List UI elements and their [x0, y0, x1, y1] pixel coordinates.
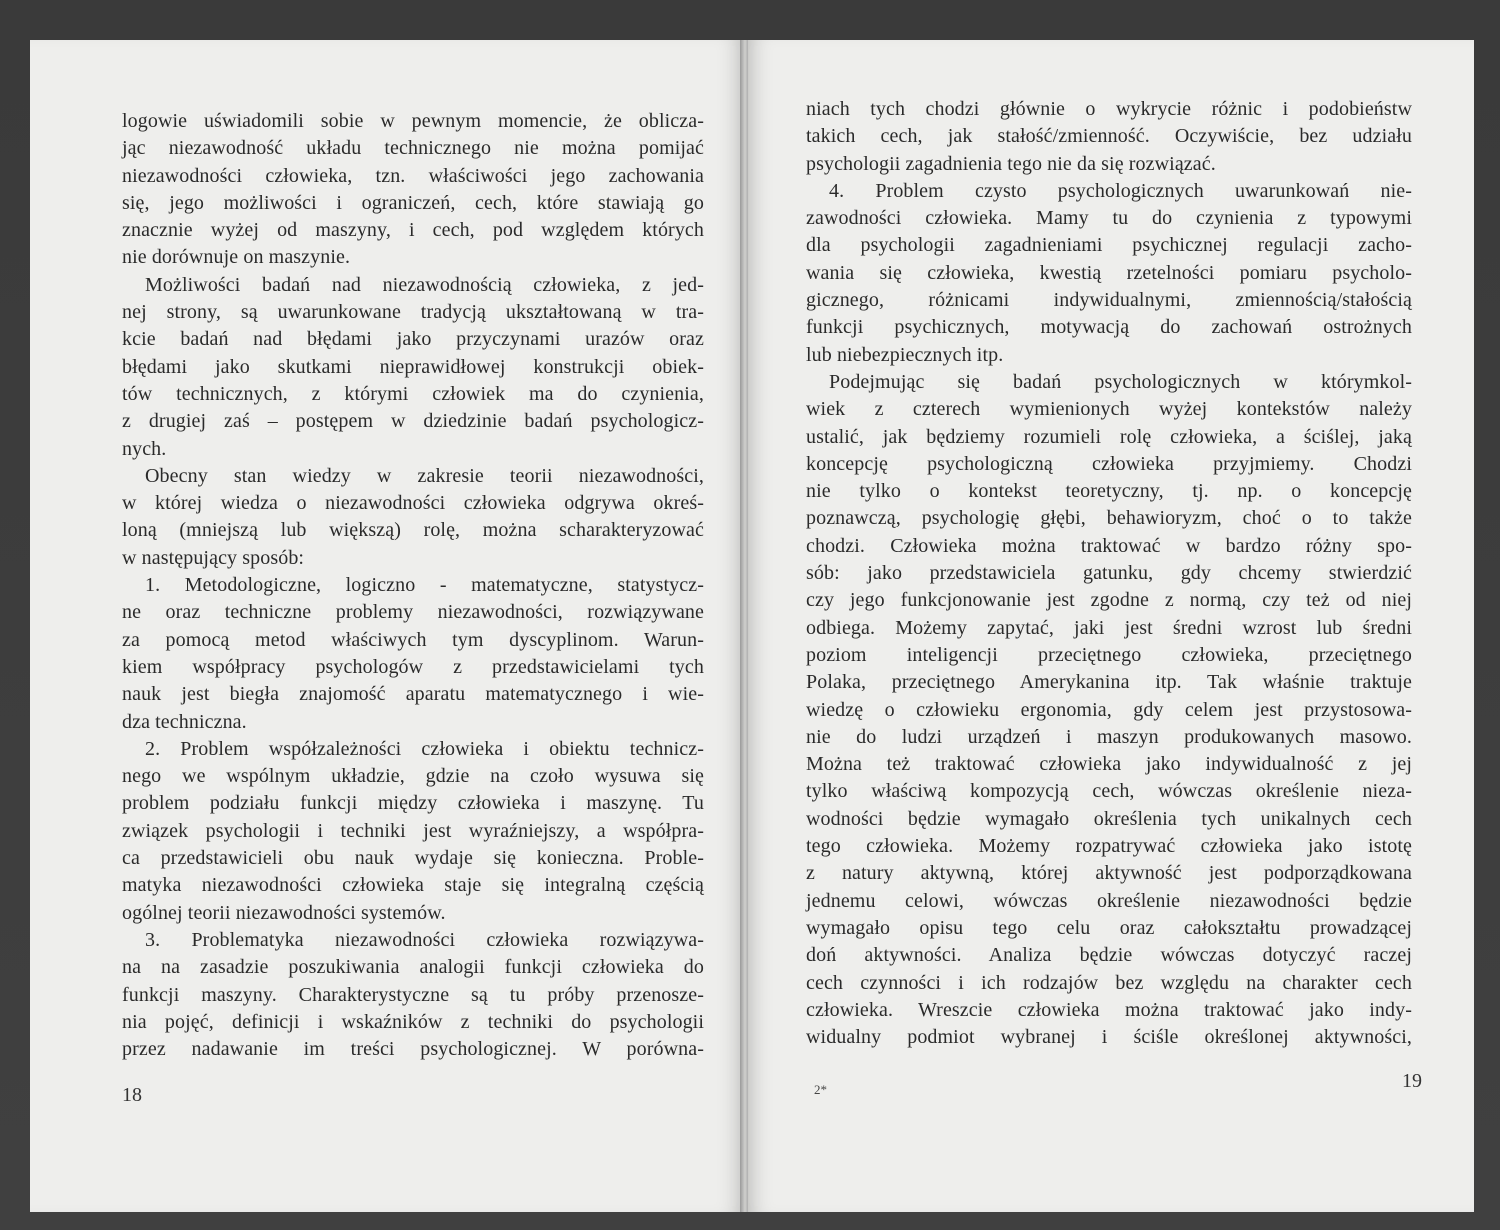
left-page-text [122, 108, 704, 1063]
text-line: Obecny stan wiedzy w zakresie teorii niezawodności, [145, 464, 704, 487]
text-line: wymagało opisu tego celu oraz całokształtu prowadzącej [806, 916, 1412, 939]
text-line: Można też traktować człowieka jako indywidualność z jej [806, 753, 1412, 776]
text-line: w której wiedza o niezawodności człowieka odgrywa okreś- [122, 492, 704, 515]
text-line: odbiega. Możemy zapytać, jaki jest średni wzrost lub średni [806, 616, 1412, 639]
text-line: wiedzę o człowieku ergonomia, gdy celem jest przystosowa- [806, 698, 1412, 721]
text-line: na na zasadzie poszukiwania analogii funkcji człowieka do [122, 956, 704, 979]
text-line: jednemu celowi, wówczas określenie niezawodności będzie [806, 889, 1412, 912]
text-line: wiek z czterech wymienionych wyżej kontekstów należy [806, 398, 1412, 421]
text-line: niezawodności człowieka, tzn. właściwości jego zachowania [122, 164, 704, 187]
text-line: ca przedstawicieli obu nauk wydaje się konieczna. Proble- [122, 847, 704, 870]
text-line: Podejmując się badań psychologicznych w którymkol- [829, 370, 1412, 393]
text-line: z drugiej zaś – postępem w dziedzinie badań psychologicz- [122, 410, 704, 433]
text-line: cech czynności i ich rodzajów bez względu na charakter cech [806, 971, 1412, 994]
text-line: tego człowieka. Możemy rozpatrywać człowieka jako istotę [806, 835, 1412, 858]
text-line: tylko właściwą kompozycją cech, wówczas określenie nieza- [806, 780, 1412, 803]
text-line: ogólnej teorii niezawodności systemów. [122, 901, 446, 924]
text-line: niach tych chodzi głównie o wykrycie różnic i podobieństw [806, 98, 1412, 120]
text-line: Polaka, przeciętnego Amerykanina itp. Tak właśnie traktuje [806, 671, 1412, 694]
text-line: się, jego możliwości i ograniczeń, cech, które stawiają go [122, 191, 704, 214]
text-line: wodności będzie wymagało określenia tych unikalnych cech [806, 807, 1412, 830]
text-line: funkcji psychicznych, motywacją do zachowań ostrożnych [806, 316, 1412, 339]
text-line: nie do ludzi urządzeń i maszyn produkowanych masowo. [806, 725, 1412, 748]
text-line: matyka niezawodności człowieka staje się integralną częścią [122, 874, 704, 897]
right-page [748, 40, 1474, 1212]
text-line: związek psychologii i techniki jest wyraźniejszy, a współpra- [122, 819, 704, 842]
text-line: przez nadawanie im treści psychologicznej. W porówna- [122, 1038, 704, 1061]
signature-mark: 2* [814, 1082, 827, 1097]
text-line: ne oraz techniczne problemy niezawodności, rozwiązywane [122, 601, 704, 624]
text-line: z natury aktywną, której aktywność jest podporządkowana [806, 862, 1412, 885]
text-line: nauk jest biegła znajomość aparatu matematycznego i wie- [122, 683, 704, 706]
text-line: funkcji maszyny. Charakterystyczne są tu próby przenosze- [122, 983, 704, 1006]
text-line: nych. [122, 437, 167, 460]
text-line: dza techniczna. [122, 710, 247, 733]
text-line: jąc niezawodność układu technicznego nie można pomijać [122, 137, 704, 160]
text-line: lub niebezpiecznych itp. [806, 343, 1004, 366]
text-line: koncepcję psychologiczną człowieka przyjmiemy. Chodzi [806, 452, 1412, 475]
text-line: nie dorównuje on maszynie. [122, 246, 351, 269]
text-line: problem podziału funkcji między człowieka i maszynę. Tu [122, 792, 704, 815]
text-line: widualny podmiot wybranej i ściśle określonej aktywności, [806, 1026, 1412, 1049]
text-line: błędami jako skutkami nieprawidłowej konstrukcji obiek- [122, 355, 704, 378]
text-line: nia pojęć, definicji i wskaźników z techniki do psychologii [122, 1010, 704, 1033]
text-line: psychologii zagadnienia tego nie da się rozwiązać. [806, 152, 1216, 175]
page-number-left: 18 [122, 1084, 142, 1106]
text-line: ustalić, jak będziemy rozumieli rolę człowieka, a ściślej, jaką [806, 425, 1412, 448]
text-line: zawodności człowieka. Mamy tu do czynienia z typowymi [806, 207, 1412, 230]
text-line: doń aktywności. Analiza będzie wówczas dotyczyć raczej [806, 944, 1412, 967]
text-line: poznawczą, psychologię głębi, behawioryzm, choć o to także [806, 507, 1412, 530]
text-line: chodzi. Człowieka można traktować w bardzo różny spo- [806, 534, 1412, 557]
text-line: 3. Problematyka niezawodności człowieka rozwiązywa- [145, 928, 704, 951]
text-line: kiem współpracy psychologów z przedstawicielami tych [122, 655, 704, 678]
text-line: gicznego, różnicami indywidualnymi, zmiennością/stałością [806, 289, 1412, 312]
text-line: dla psychologii zagadnieniami psychicznej regulacji zacho- [806, 234, 1412, 257]
right-page-text [806, 96, 1412, 1051]
text-line: Możliwości badań nad niezawodnością człowieka, z jed- [145, 273, 704, 296]
text-line: nej strony, są uwarunkowane tradycją ukształtowaną w tra- [122, 301, 704, 324]
text-line: za pomocą metod właściwych tym dyscyplinom. Warun- [122, 628, 704, 651]
text-line: 1. Metodologiczne, logiczno - matematyczne, statystycz- [145, 574, 704, 597]
text-line: człowieka. Wreszcie człowieka można traktować jako indy- [806, 998, 1412, 1021]
text-line: wania się człowieka, kwestią rzetelności pomiaru psycholo- [806, 261, 1412, 284]
text-line: takich cech, jak stałość/zmienność. Oczywiście, bez udziału [806, 125, 1412, 148]
text-line: tów technicznych, z którymi człowiek ma do czynienia, [122, 382, 704, 405]
text-line: 2. Problem współzależności człowieka i obiektu technicz- [145, 737, 704, 760]
left-page [30, 40, 742, 1212]
text-line: poziom inteligencji przeciętnego człowieka, przeciętnego [806, 643, 1412, 666]
text-line: w następujący sposób: [122, 546, 305, 569]
text-line: znacznie wyżej od maszyny, i cech, pod względem których [122, 219, 704, 242]
text-line: czy jego funkcjonowanie jest zgodne z normą, czy też od niej [806, 589, 1412, 612]
text-line: nego we wspólnym układzie, gdzie na czoło wysuwa się [122, 765, 704, 788]
text-line: sób: jako przedstawiciela gatunku, gdy chcemy stwierdzić [806, 562, 1412, 585]
page-number-right: 19 [1402, 1070, 1422, 1092]
text-line: logowie uświadomili sobie w pewnym momencie, że oblicza- [122, 110, 704, 132]
text-line: 4. Problem czysto psychologicznych uwarunkowań nie- [829, 179, 1412, 202]
text-line: loną (mniejszą lub większą) rolę, można scharakteryzować [122, 519, 704, 542]
text-line: nie tylko o kontekst teoretyczny, tj. np. o koncepcję [806, 480, 1412, 503]
text-line: kcie badań nad błędami jako przyczynami urazów oraz [122, 328, 704, 351]
